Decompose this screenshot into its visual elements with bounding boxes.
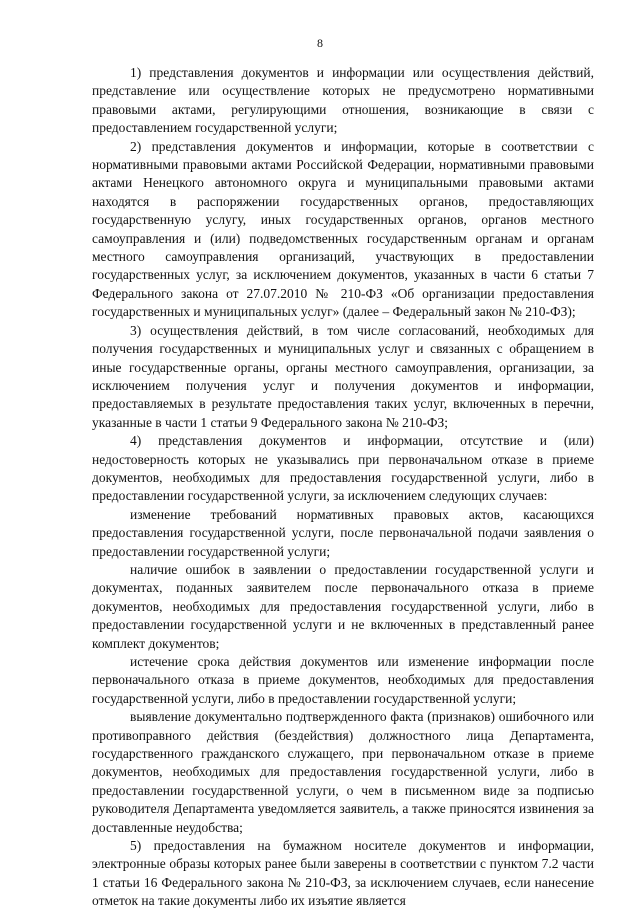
paragraph-case-3: истечение срока действия документов или изменение информации после первоначального отказа в приеме документов, необходимых для предоставления государственной услуги, либо в предоставлении государственной услуги; [92, 654, 594, 706]
paragraph-case-2: наличие ошибок в заявлении о предоставлении государственной услуги и документах, поданных заявителем после первоначального отказа в приеме документов, необходимых для предоставления государственной услуги, либо в предоставлении государственной услуги и не включенных в представленный ранее комплект документов; [92, 561, 594, 651]
page-number: 8 [317, 36, 323, 50]
paragraph-item-5: 5) предоставления на бумажном носителе документов и информации, электронные образы которых ранее были заверены в соответствии с пунктом 7.2 части 1 статьи 16 Федерального закона № 210-ФЗ, за исключением случаев, если нанесение отметок на такие документы либо их изъятие является [92, 838, 594, 909]
paragraph-case-1: изменение требований нормативных правовых актов, касающихся предоставления государственной услуги, после первоначальной подачи заявления о предоставлении государственной услуги; [92, 506, 594, 559]
paragraph-item-2: 2) представления документов и информации, которые в соответствии с нормативными правовыми актами Российской Федерации, нормативными правовыми актами Ненецкого автономного округа и муниципальными правовыми актами находятся в распоряжении государственных органов, предоставляющих государственную услугу, иных государственных органов, органов местного самоуправления и (или) подведомственных государственным органам и органам местного самоуправления организаций, участвующих в предоставлении государственных услуг, за исключением документов, указанных в части 6 статьи 7 Федерального закона от 27.07.2010 № 210-ФЗ «Об организации предоставления государственных и муниципальных услуг» (далее – Федеральный закон № 210-ФЗ); [92, 138, 594, 320]
paragraph-item-3: 3) осуществления действий, в том числе согласований, необходимых для получения государственных и муниципальных услуг и связанных с обращением в иные государственные органы, органы местного самоуправления, организации, за исключением получения услуг и получения документов и информации, предоставляемых в результате предоставления таких услуг, включенных в перечни, указанные в части 1 статьи 9 Федерального закона № 210-ФЗ; [92, 322, 594, 430]
paragraph-item-4: 4) представления документов и информации, отсутствие и (или) недостоверность которых не указывались при первоначальном отказе в приеме документов, необходимых для предоставления государственной услуги, либо в предоставлении государственной услуги, за исключением следующих случаев: [92, 433, 594, 504]
paragraph-item-1: 1) представления документов и информации или осуществления действий, представление или осуществление которых не предусмотрено нормативными правовыми актами, регулирующими отношения, возникающие в связи с предоставлением государственной услуги; [92, 65, 594, 136]
paragraph-case-4: выявление документально подтвержденного факта (признаков) ошибочного или противоправного действия (бездействия) должностного лица Департамента, государственного гражданского служащего, при первоначальном отказе в приеме документов, необходимых для предоставления государственной услуги, либо в предоставлении государственной услуги, о чем в письменном виде за подписью руководителя Департамента уведомляется заявитель, а также приносятся извинения за доставленные неудобства; [92, 709, 594, 835]
document-body [92, 64, 594, 911]
